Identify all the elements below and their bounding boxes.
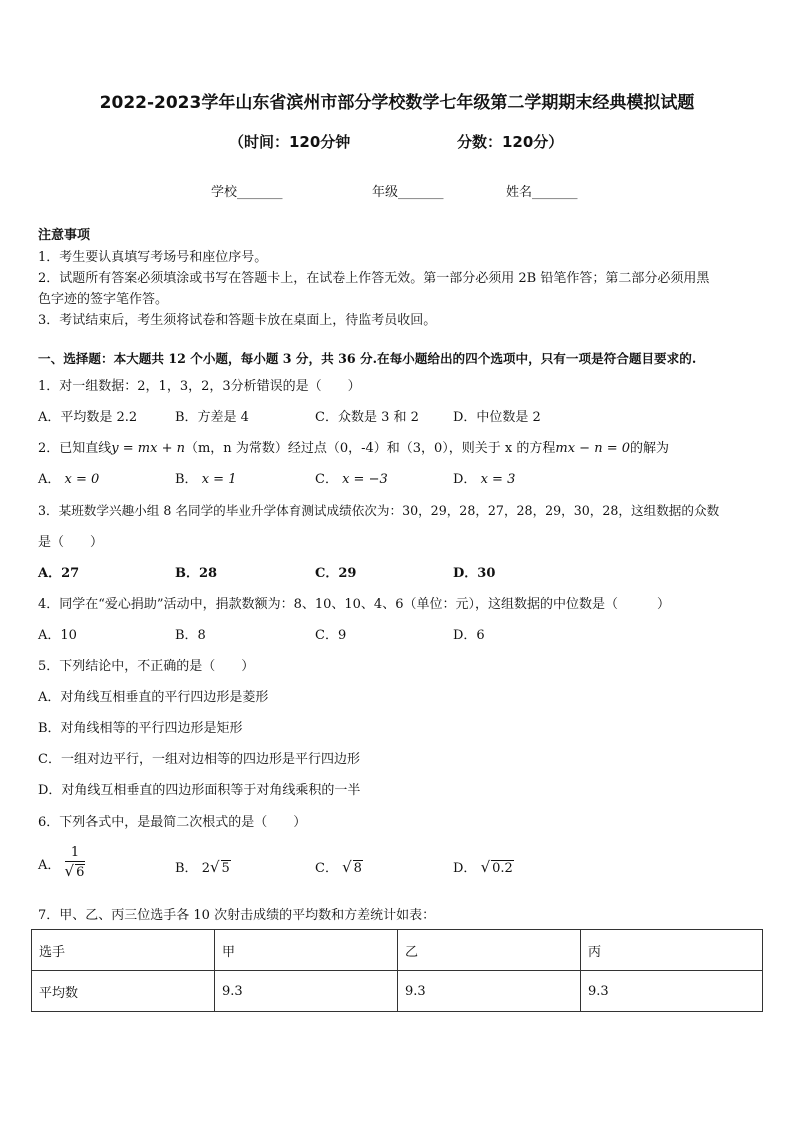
grade-field: 年级_______ — [372, 185, 444, 200]
option-label: C． — [315, 861, 338, 876]
table-cell: 选手 — [32, 930, 215, 971]
sqrt-icon: √ — [480, 858, 491, 876]
question-2-stem — [38, 437, 669, 456]
option-label: C． — [315, 472, 338, 487]
table-cell: 平均数 — [32, 971, 215, 1012]
option-label: B． — [175, 861, 198, 876]
q2-equation: mx − n = 0 — [555, 441, 631, 456]
q5-option-a: A．对角线互相垂直的平行四边形是菱形 — [38, 690, 269, 705]
sqrt-icon: √ — [209, 858, 220, 876]
q4-option-b: B．8 — [175, 628, 206, 643]
table-cell: 乙 — [398, 930, 581, 971]
question-3-stem: 3．某班数学兴趣小组 8 名同学的毕业升学体育测试成绩依次为：30，29，28，27，28，29，30，28，这组数据的众数 — [38, 503, 720, 518]
q3-option-c: C．29 — [315, 566, 357, 581]
q2-stem-part: 的解为 — [630, 441, 670, 456]
q6-option-d — [453, 857, 514, 876]
note-item: 2．试题所有答案必须填涂或书写在答题卡上，在试卷上作答无效。第一部分必须用 2B 铅笔作答；第二部分必须用黑 — [38, 271, 710, 286]
question-5-stem: 5．下列结论中，不正确的是（ ） — [38, 659, 255, 674]
table-row — [32, 971, 763, 1012]
q6-option-a — [38, 845, 85, 882]
sqrt-icon: √ — [64, 862, 75, 880]
table-cell: 9.3 — [398, 971, 581, 1012]
q5-option-b: B．对角线相等的平行四边形是矩形 — [38, 721, 243, 736]
q1-option-b: B．方差是 4 — [175, 410, 249, 425]
note-item: 色字迹的签字笔作答。 — [38, 292, 169, 307]
coefficient: 2 — [201, 861, 210, 876]
option-label: A． — [38, 472, 61, 487]
question-6-stem: 6．下列各式中，是最简二次根式的是（ ） — [38, 815, 307, 830]
table-row — [32, 930, 763, 971]
radicand: 0.2 — [492, 861, 513, 876]
q2-option-c — [315, 468, 388, 487]
question-4-stem: 4．同学在“爱心捐助”活动中，捐款数额为：8、10、10、4、6（单位：元），这组数据的中位数是（ ） — [38, 597, 670, 612]
notes-heading: 注意事项 — [38, 228, 91, 243]
option-expression: x = 0 — [64, 472, 100, 487]
q3-option-b: B．28 — [175, 566, 218, 581]
q2-stem-part: （m，n 为常数）经过点（0，-4）和（3，0），则关于 x 的方程 — [184, 441, 556, 456]
note-item: 3．考试结束后，考生须将试卷和答题卡放在桌面上，待监考员收回。 — [38, 313, 437, 328]
question-1-stem: 1．对一组数据：2，1，3，2，3分析错误的是（ ） — [38, 379, 361, 394]
option-label: D． — [453, 472, 477, 487]
option-expression: x = −3 — [342, 472, 388, 487]
sqrt-icon: √ — [342, 858, 352, 876]
q6-option-c — [315, 857, 363, 876]
name-field: 姓名_______ — [506, 185, 578, 200]
q6-option-b — [175, 857, 231, 876]
q2-option-d — [453, 468, 515, 487]
radicand: 8 — [353, 861, 362, 876]
option-label: A． — [38, 858, 61, 873]
table-cell: 甲 — [215, 930, 398, 971]
radicand: 6 — [76, 865, 85, 880]
q4-option-a: A．10 — [38, 628, 77, 643]
fraction-numerator: 1 — [65, 845, 86, 862]
question-3-stem-cont: 是（ ） — [38, 535, 104, 550]
score-label: 分数：120分） — [457, 133, 564, 151]
option-label: D． — [453, 861, 477, 876]
question-7-stem: 7．甲、乙、丙三位选手各 10 次射击成绩的平均数和方差统计如表： — [38, 908, 436, 923]
q5-option-c: C．一组对边平行，一组对边相等的四边形是平行四边形 — [38, 752, 360, 767]
note-item: 1．考生要认真填写考场号和座位序号。 — [38, 250, 268, 265]
option-expression: x = 3 — [480, 472, 516, 487]
q2-option-b — [175, 468, 236, 487]
q4-option-d: D．6 — [453, 628, 485, 643]
fraction-denominator — [65, 862, 86, 882]
q1-option-a: A．平均数是 2.2 — [38, 410, 138, 425]
q3-option-d: D．30 — [453, 566, 496, 581]
fraction — [65, 845, 86, 882]
stats-table — [31, 929, 763, 1012]
q2-stem-part: 2．已知直线 — [38, 441, 112, 456]
q1-option-d: D．中位数是 2 — [453, 410, 541, 425]
option-label: B． — [175, 472, 198, 487]
radicand: 5 — [221, 861, 230, 876]
q4-option-c: C．9 — [315, 628, 347, 643]
table-cell: 9.3 — [581, 971, 763, 1012]
q5-option-d: D．对角线互相垂直的四边形面积等于对角线乘积的一半 — [38, 783, 361, 798]
page-title: 2022-2023学年山东省滨州市部分学校数学七年级第二学期期末经典模拟试题 — [99, 93, 695, 113]
table-cell: 丙 — [581, 930, 763, 971]
q3-option-a: A．27 — [38, 566, 80, 581]
q2-option-a — [38, 468, 99, 487]
q1-option-c: C．众数是 3 和 2 — [315, 410, 419, 425]
option-expression: x = 1 — [201, 472, 237, 487]
section-heading: 一、选择题：本大题共 12 个小题，每小题 3 分，共 36 分.在每小题给出的四个选项中，只有一项是符合题目要求的. — [38, 351, 697, 366]
q2-line-equation: y = mx + n — [111, 441, 185, 456]
table-cell: 9.3 — [215, 971, 398, 1012]
time-label: （时间：120分钟 — [229, 133, 351, 151]
school-field: 学校_______ — [211, 185, 283, 200]
